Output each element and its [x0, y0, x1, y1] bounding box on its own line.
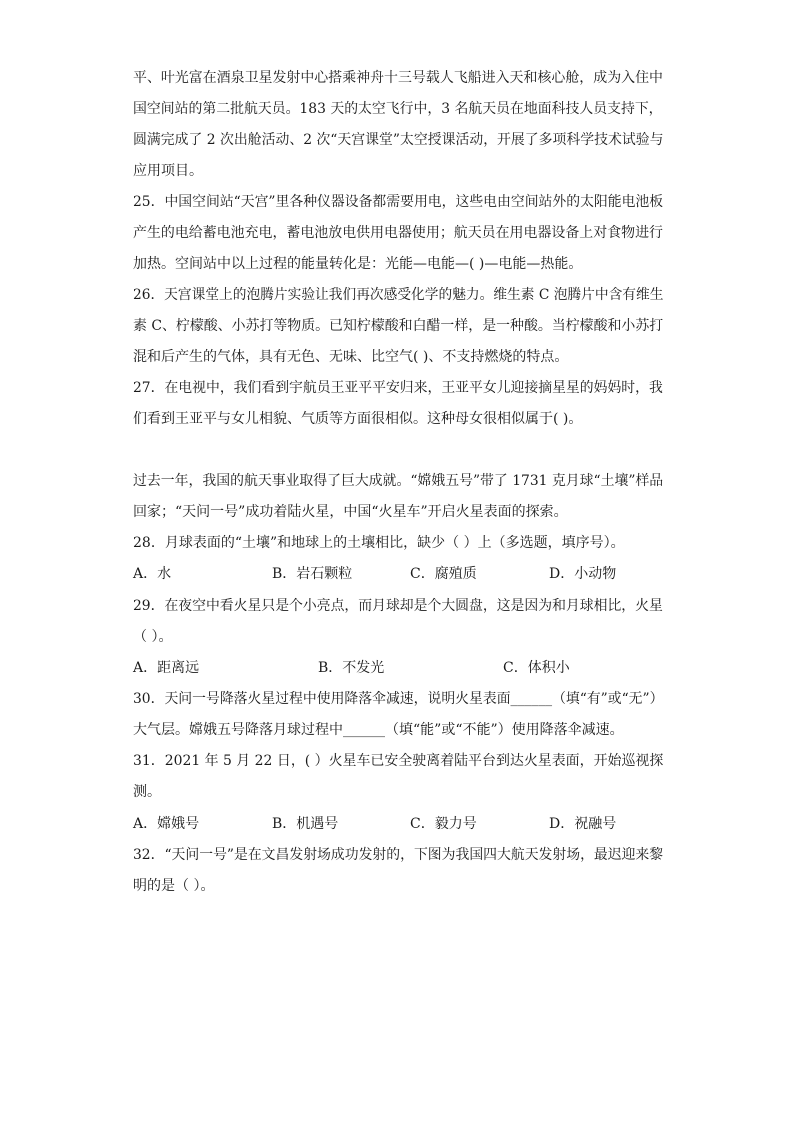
passage-line: 国空间站的第二批航天员。183 天的太空飞行中，3 名航天员在地面科技人员支持下，	[133, 101, 663, 117]
question-31-option-b: B．机遇号	[272, 816, 339, 832]
question-31-line: 31．2021 年 5 月 22 日，( ）火星车已安全驶离着陆平台到达火星表面，开始巡视探	[133, 753, 664, 769]
question-26-line: 混和后产生的气体，具有无色、无味、比空气( )、不支持燃烧的特点。	[133, 349, 569, 365]
question-28-option-a: A．水	[133, 566, 172, 582]
question-27-line: 27．在电视中，我们看到宇航员王亚平平安归来，王亚平女儿迎接摘星星的妈妈时，我	[133, 380, 663, 396]
passage-line: 回家；“天问一号”成功着陆火星，中国“火星车”开启火星表面的探索。	[133, 504, 568, 520]
question-29-line: 29．在夜空中看火星只是个小亮点，而月球却是个大圆盘，这是因为和月球相比，火星	[133, 598, 663, 614]
question-25-line: 产生的电给蓄电池充电，蓄电池放电供用电器使用；航天员在用电器设备上对食物进行	[133, 225, 663, 241]
question-29-line: （ ）。	[133, 629, 173, 645]
question-31-option-a: A．嫦娥号	[133, 816, 200, 832]
question-27-line: 们看到王亚平与女儿相貌、气质等方面很相似。这种母女很相似属于( )。	[133, 411, 583, 427]
passage-line: 应用项目。	[133, 163, 203, 179]
question-28-option-d: D．小动物	[549, 566, 617, 582]
question-28-option-c: C．腐殖质	[410, 566, 477, 582]
question-30-line: 30．天问一号降落火星过程中使用降落伞减速，说明火星表面______（填“有”或“无”）	[133, 691, 664, 707]
question-28-option-b: B．岩石颗粒	[272, 566, 353, 582]
question-29-option-c: C．体积小	[503, 660, 570, 676]
question-29-option-b: B．不发光	[318, 660, 385, 676]
question-28-stem: 28．月球表面的“土壤”和地球上的土壤相比，缺少（ ）上（多选题，填序号）。	[133, 535, 625, 551]
question-29-option-a: A．距离远	[133, 660, 200, 676]
passage-line: 平、叶光富在酒泉卫星发射中心搭乘神舟十三号载人飞船进入天和核心舱，成为入住中	[133, 70, 663, 86]
question-32-line: 32．“天问一号”是在文昌发射场成功发射的，下图为我国四大航天发射场，最迟迎来黎	[133, 847, 664, 863]
passage-line: 圆满完成了 2 次出舱活动、2 次“天宫课堂”太空授课活动，开展了多项科学技术试验与	[133, 132, 664, 148]
passage-line: 过去一年，我国的航天事业取得了巨大成就。“嫦娥五号”带了 1731 克月球“土壤”样品	[133, 473, 664, 489]
question-31-option-c: C．毅力号	[410, 816, 477, 832]
question-26-line: 素 C、柠檬酸、小苏打等物质。已知柠檬酸和白醋一样，是一种酸。当柠檬酸和小苏打	[133, 318, 664, 334]
question-30-line: 大气层。嫦娥五号降落月球过程中______（填“能”或“不能”）使用降落伞减速。	[133, 722, 624, 738]
question-32-line: 明的是（ ）。	[133, 878, 215, 894]
question-26-line: 26．天宫课堂上的泡腾片实验让我们再次感受化学的魅力。维生素 C 泡腾片中含有维生	[133, 287, 664, 303]
question-25-line: 加热。空间站中以上过程的能量转化是：光能—电能—( )—电能—热能。	[133, 256, 583, 272]
question-31-line: 测。	[133, 784, 161, 800]
question-25-line: 25．中国空间站“天宫”里各种仪器设备都需要用电，这些电由空间站外的太阳能电池板	[133, 194, 664, 210]
question-31-option-d: D．祝融号	[549, 816, 617, 832]
